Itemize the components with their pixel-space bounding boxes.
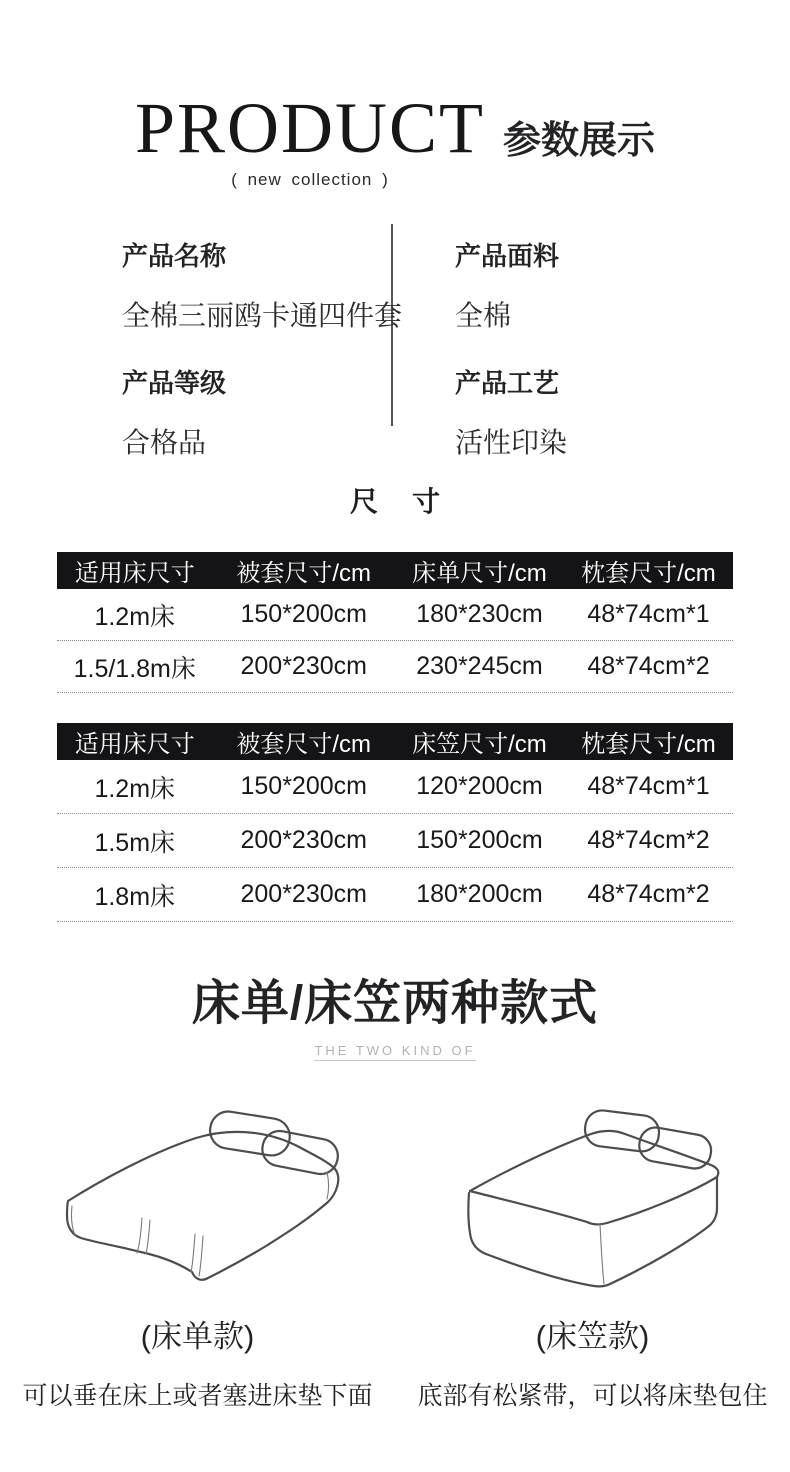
product-grade-label: 产品等级 — [122, 368, 227, 398]
style-item-flat-sheet — [0, 1099, 395, 1412]
cell-pillowcase-size: 48*74cm*2 — [587, 826, 710, 854]
cell-flat-sheet-size: 180*230cm — [416, 600, 543, 628]
fitted-sheet-bed-illustration — [443, 1105, 743, 1301]
cell-bed-size: 1.5/1.8m床 — [73, 654, 196, 683]
cell-pillowcase-size: 48*74cm*1 — [587, 600, 710, 628]
cell-bed-size: 1.2m床 — [94, 774, 176, 803]
styles-comparison — [0, 1099, 790, 1412]
brand-tagline: ( new collection ) — [231, 170, 389, 189]
col-header-bed-size: 适用床尺寸 — [74, 560, 195, 587]
brand-title: PRODUCT — [134, 88, 486, 168]
cell-duvet-size: 150*200cm — [240, 772, 367, 800]
col-header-pillowcase-size: 枕套尺寸/cm — [581, 560, 716, 587]
col-header-fitted-sheet-size: 床笠尺寸/cm — [412, 731, 547, 758]
cell-bed-size: 1.8m床 — [94, 882, 176, 911]
cell-duvet-size: 200*230cm — [240, 880, 367, 908]
styles-section-heading: 床单/床笠两种款式 — [191, 977, 599, 1030]
fitted-sheet-style-name: (床笠款) — [535, 1319, 650, 1354]
cell-fitted-sheet-size: 180*200cm — [416, 880, 543, 908]
product-info-section — [0, 224, 790, 458]
brand-block — [134, 88, 486, 190]
table-row — [57, 868, 733, 922]
header-subtitle-cn: 参数展示 — [503, 120, 656, 162]
product-name-value: 全棉三丽鸥卡通四件套 — [122, 300, 403, 331]
cell-pillowcase-size: 48*74cm*2 — [587, 652, 710, 680]
col-header-duvet-size: 被套尺寸/cm — [236, 731, 372, 758]
info-column-left — [122, 236, 402, 490]
cell-duvet-size: 150*200cm — [240, 600, 367, 628]
cell-duvet-size: 200*230cm — [240, 652, 367, 680]
product-grade-value: 合格品 — [122, 427, 207, 458]
fitted-sheet-style-desc: 底部有松紧带，可以将床垫包住 — [417, 1382, 768, 1410]
product-craft-label: 产品工艺 — [455, 368, 560, 398]
col-header-bed-size: 适用床尺寸 — [74, 731, 195, 758]
cell-bed-size: 1.5m床 — [94, 828, 176, 857]
size-table-fitted-sheet — [57, 723, 733, 922]
style-item-fitted-sheet — [395, 1099, 790, 1412]
product-fabric-label: 产品面料 — [455, 241, 560, 271]
cell-flat-sheet-size: 230*245cm — [416, 652, 543, 680]
col-header-duvet-size: 被套尺寸/cm — [236, 560, 372, 587]
flat-sheet-style-desc: 可以垂在床上或者塞进床垫下面 — [22, 1382, 373, 1410]
product-craft-value: 活性印染 — [455, 427, 568, 458]
styles-subheading: THE TWO KIND OF — [314, 1043, 475, 1061]
cell-pillowcase-size: 48*74cm*1 — [587, 772, 710, 800]
col-header-flat-sheet-size: 床单尺寸/cm — [412, 560, 547, 587]
cell-bed-size: 1.2m床 — [94, 602, 176, 631]
table-row — [57, 589, 733, 641]
cell-pillowcase-size: 48*74cm*2 — [587, 880, 710, 908]
page-header — [0, 0, 790, 190]
table-row — [57, 814, 733, 868]
cell-duvet-size: 200*230cm — [240, 826, 367, 854]
table-header-row — [57, 552, 733, 589]
size-table-flat-sheet — [57, 552, 733, 693]
styles-subheading-wrap — [0, 1042, 790, 1061]
size-section-heading: 尺寸 — [349, 486, 474, 517]
info-column-right — [455, 236, 567, 490]
product-fabric-value: 全棉 — [455, 300, 512, 331]
table-row — [57, 641, 733, 693]
cell-fitted-sheet-size: 120*200cm — [416, 772, 543, 800]
product-name-label: 产品名称 — [122, 241, 227, 271]
cell-fitted-sheet-size: 150*200cm — [416, 826, 543, 854]
table-row — [57, 760, 733, 814]
flat-sheet-bed-illustration — [38, 1105, 358, 1301]
table-header-row — [57, 723, 733, 760]
flat-sheet-style-name: (床单款) — [140, 1319, 255, 1354]
col-header-pillowcase-size: 枕套尺寸/cm — [581, 731, 716, 758]
